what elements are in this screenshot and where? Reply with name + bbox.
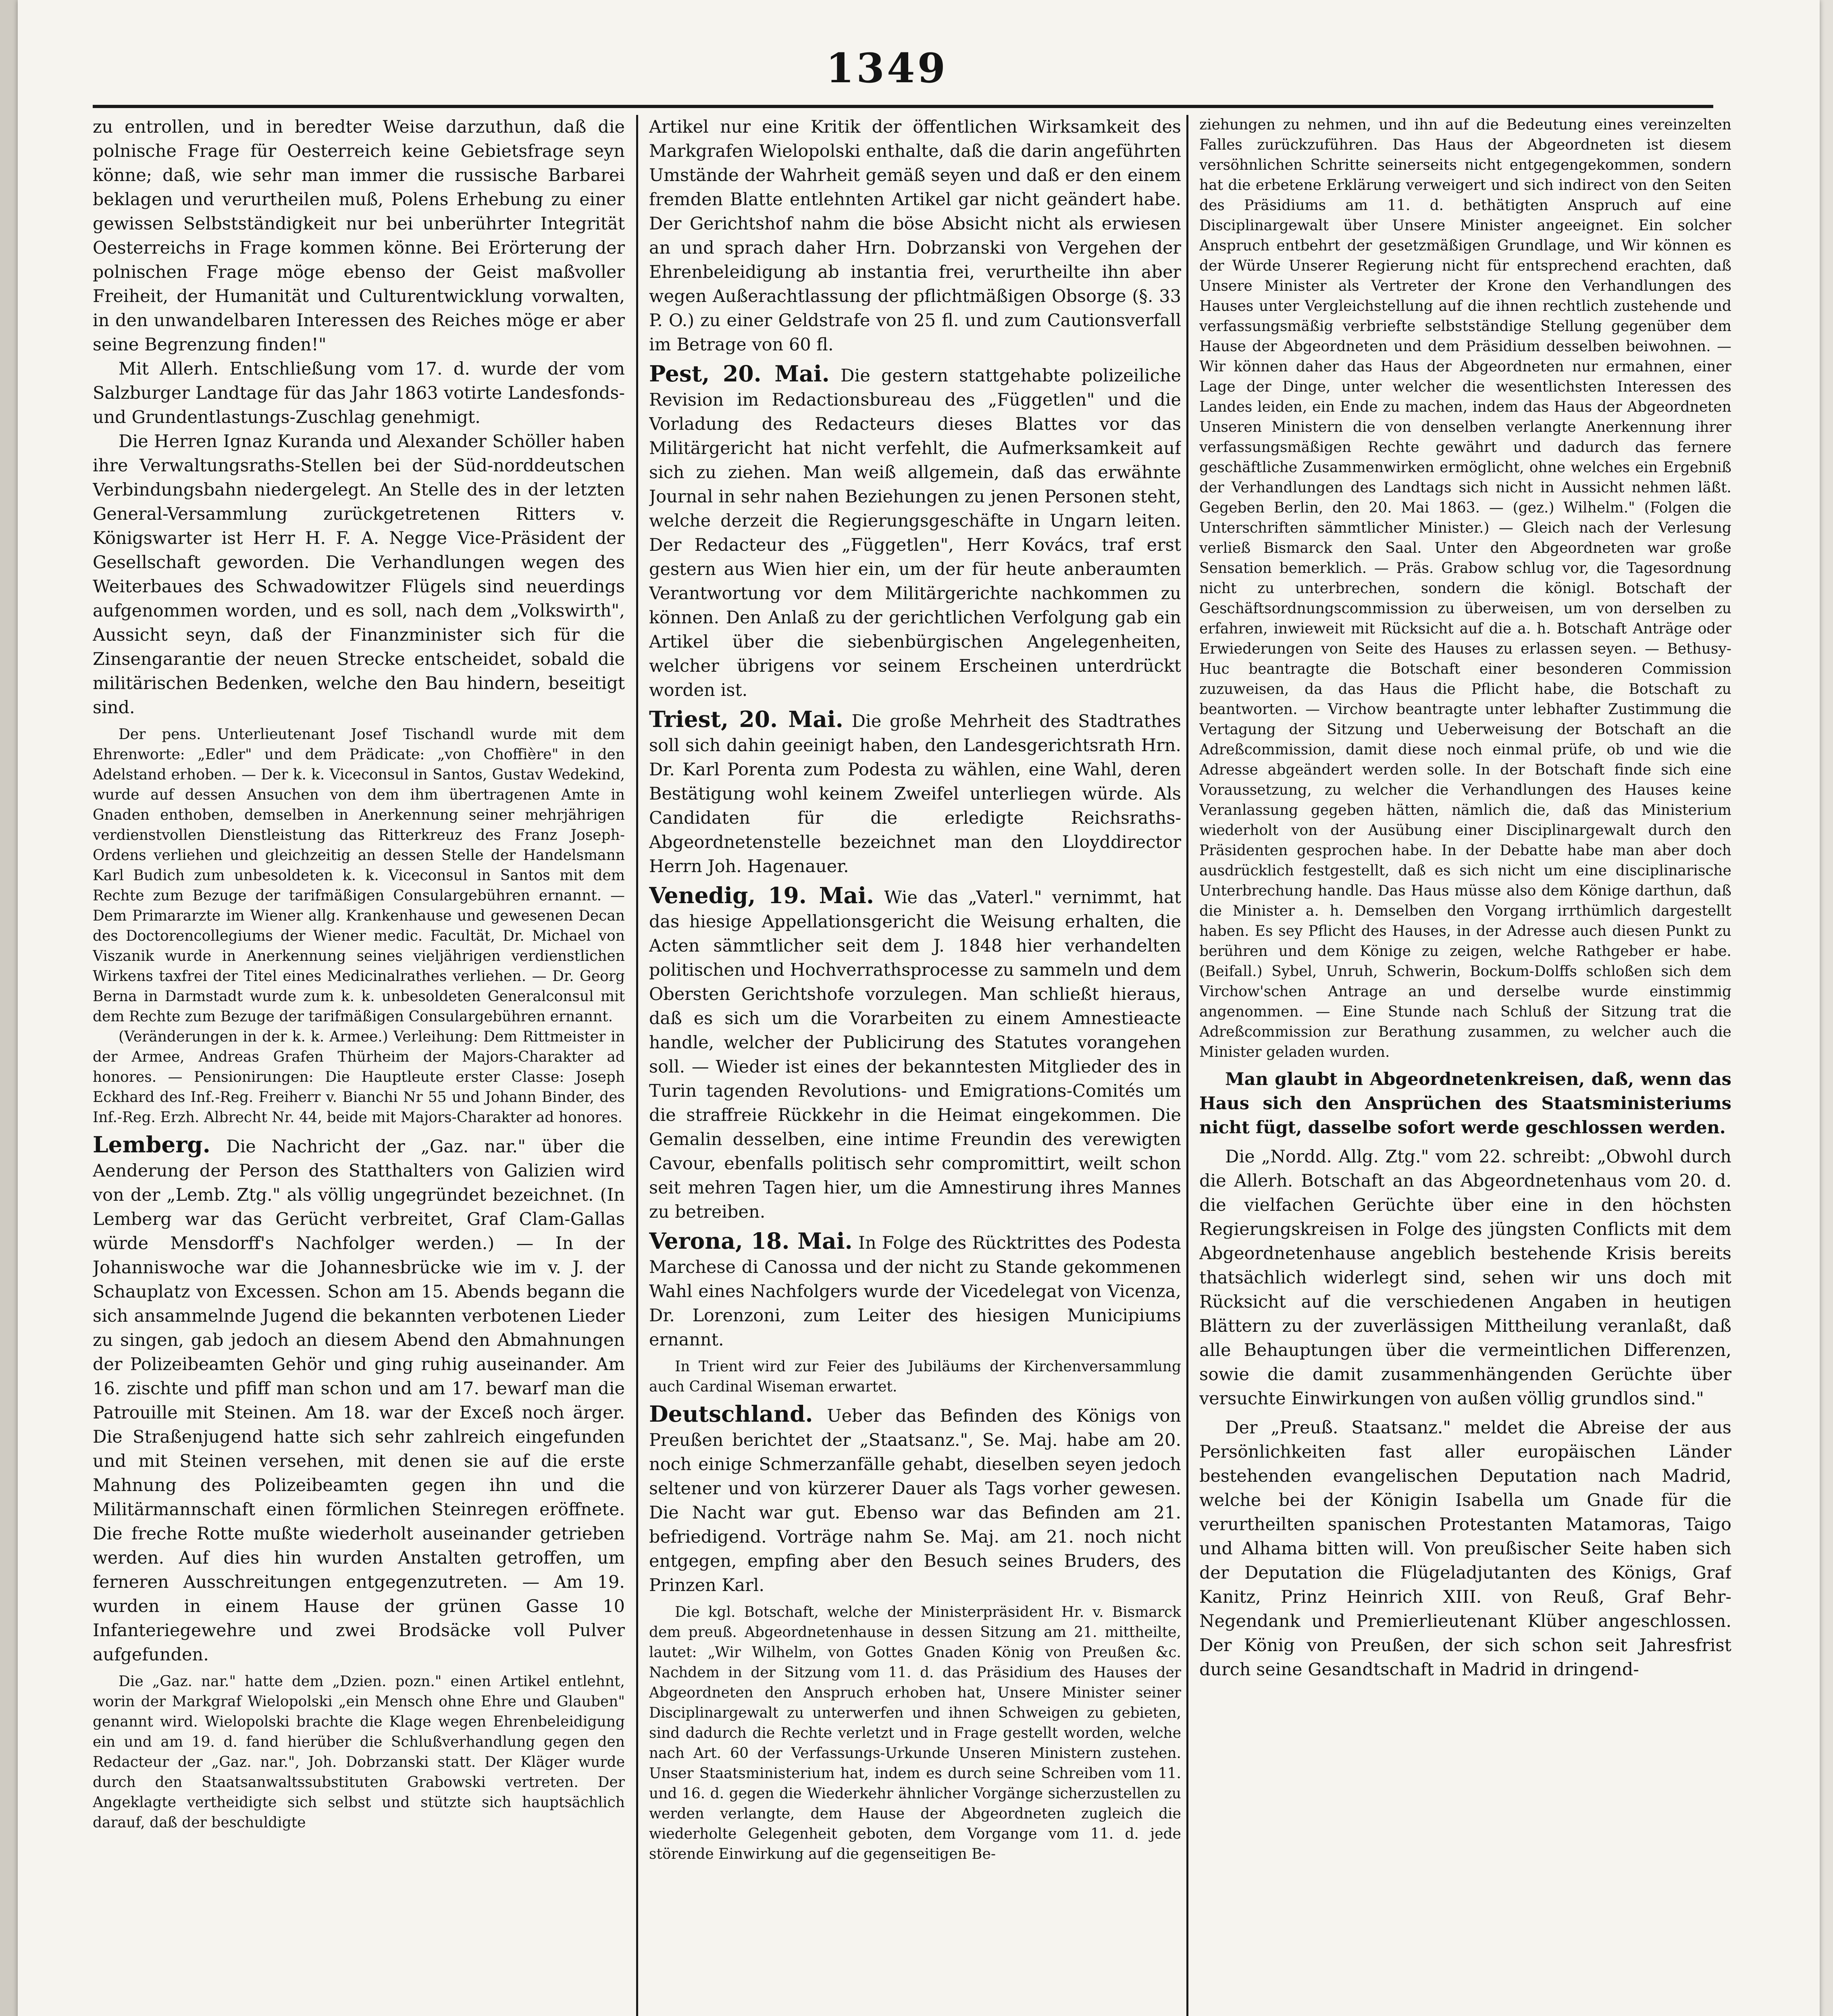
page-edge xyxy=(0,0,18,2016)
article-text: Der „Preuß. Staatsanz." meldet die Abreise der aus Persönlichkeiten fast aller europäischen Länder bestehenden evangelischen Deputation nach Madrid, welche bei der Königin Isabella um Gnade für die verurtheilten spanischen Protestanten Matamoras, Taigo und Alhama bitten will. Von preußischer Seite haben sich der Deputation die Flügeladjutanten des Königs, Graf Kanitz, Prinz Heinrich XIII. von Reuß, Graf Behr-Negendank und Premierlieutenant Klüber angeschlossen. Der König von Preußen, der sich schon seit Jahresfrist durch seine Gesandtschaft in Madrid in dringend- xyxy=(1199,1418,1731,1680)
section-deutschland: Deutschland. xyxy=(649,1401,813,1427)
article-text: Die gestern stattgehabte polizeiliche Revision im Redactionsbureau des „Független" und die Vorladung des Redacteurs dieses Blattes vor das Militärgericht hat nicht verfehlt, die Aufmerksamkeit auf sich zu ziehen. Man weiß allgemein, daß das erwähnte Journal in sehr nahen Beziehungen zu jenen Personen steht, welche derzeit die Regierungsgeschäfte in Ungarn leiten. Der Redacteur des „Független", Herr Kovács, traf erst gestern aus Wien hier ein, um der für heute anberaumten Verantwortung vor dem Militärgerichte nachkommen zu können. Den Anlaß zu der gerichtlichen Verfolgung gab ein Artikel über die siebenbürgischen Angelegenheiten, welcher übrigens vor seinem Erscheinen unterdrückt worden ist. xyxy=(649,366,1181,700)
article-text: Wie das „Vaterl." vernimmt, hat das hiesige Appellationsgericht die Weisung erhalten, die Acten sämmtlicher seit dem J. 1848 hier verhandelten politischen und Hochverrathsprocesse zu sammeln und dem Obersten Gerichtshofe vorzulegen. Man schließt hieraus, daß es sich um die Vorarbeiten zu einem Amnestieacte handle, welcher der Publicirung des Statutes vorangehen soll. — Wieder ist eines der bekanntesten Mitglieder des in Turin tagenden Revolutions- und Emigrations-Comités um die straffreie Rückkehr in die Heimat eingekommen. Die Gemalin desselben, eine intime Freundin des verewigten Cavour, ebenfalls politisch sehr compromittirt, weilt schon seit mehren Tagen hier, um die Amnestirung ihres Mannes zu betreiben. xyxy=(649,887,1181,1222)
article-text: ziehungen zu nehmen, und ihn auf die Bedeutung eines vereinzelten Falles zurückzuführen. Das Haus der Abgeordneten ist diesem versöhnlichen Schritte seinerseits nicht entgegengekommen, sondern hat die erbetene Erklärung verweigert und sich indirect von den Seiten des Präsidiums am 11. d. bethätigten Anspruch auf eine Disciplinargewalt über Unsere Minister angeeignet. Ein solcher Anspruch entbehrt der gesetzmäßigen Grundlage, und Wir können es der Würde Unserer Regierung nicht für entsprechend erachten, daß Unsere Minister als Vertreter der Krone den Verhandlungen des Hauses unter Vergleichstellung auf die ihnen rechtlich zustehende und verfassungsmäßig verbriefte selbstständige Stellung gegenüber dem Hause der Abgeordneten und dem Präsidium desselben beiwohnen. — Wir können daher das Haus der Abgeordneten nur ermahnen, einer Lage der Dinge, unter welcher die wesentlichsten Interessen des Landes leiden, ein Ende zu machen, indem das Haus der Abgeordneten Unseren Ministern die von denselben verlangte Anerkennung ihrer verfassungsmäßigen Rechte gewährt und dadurch das fernere geschäftliche Zusammenwirken ermöglicht, ohne welches ein Ergebniß der Verhandlungen des Landtags sich nicht in Aussicht nehmen läßt. Gegeben Berlin, den 20. Mai 1863. — (gez.) Wilhelm." (Folgen die Unterschriften sämmtlicher Minister.) — Gleich nach der Verlesung verließ Bismarck den Saal. Unter den Abgeordneten war große Sensation bemerklich. — Präs. Grabow schlug vor, die Tagesordnung nicht zu unterbrechen, sondern die königl. Botschaft der Geschäftsordnungscommission zu überweisen, um von derselben zu erfahren, inwieweit mit Rücksicht auf die a. h. Botschaft Anträge oder Erwiederungen von Seite des Hauses zu erlassen seyen. — Bethusy-Huc beantragte die Botschaft einer besonderen Commission zuzuweisen, da das Haus die Pflicht habe, die Botschaft zu beantworten. — Virchow beantragte unter lebhafter Zustimmung die Vertagung der Sitzung und Ueberweisung der Botschaft an die Adreßcommission, damit diese noch einmal prüfe, ob und wie die Adresse abgeändert werden solle. In der Botschaft finde sich eine Voraussetzung, zu welcher die Verhandlungen des Hauses keine Veranlassung gegeben hätten, nämlich die, daß das Ministerium wiederholt von der Ausübung einer Disciplinargewalt durch den Präsidenten gesprochen habe. In der Debatte habe man aber doch ausdrücklich festgestellt, daß es sich nicht um eine disciplinarische Unterbrechung handle. Das Haus müsse also dem Könige darthun, daß die Minister a. h. Demselben den Vorgang irrthümlich dargestellt haben. Es sey Pflicht des Hauses, in der Adresse auch diesen Punkt zu berühren und dem Könige zu zeigen, welche Rathgeber er habe. (Beifall.) Sybel, Unruh, Schwerin, Bockum-Dolffs schloßen sich dem Virchow'schen Antrage an und derselbe wurde einstimmig angenommen. — Eine Stunde nach Schluß der Sitzung trat die Adreßcommission zur Berathung zusammen, zu welcher auch die Minister geladen wurden. xyxy=(1199,117,1731,1060)
article-text: zu entrollen, und in beredter Weise darzuthun, daß die polnische Frage für Oesterreich keine Gebietsfrage seyn könne; daß, wie sehr man immer die russische Barbarei beklagen und verurtheilen muß, Polens Erhebung zu einer gewissen Selbstständigkeit nur bei unberührter Integrität Oesterreichs in Frage kommen könne. Bei Erörterung der polnischen Frage möge ebenso der Geist maßvoller Freiheit, der Humanität und Culturentwicklung vorwalten, in den unwandelbaren Interessen des Reiches möge er aber seine Begrenzung finden!" xyxy=(93,117,625,355)
dateline-triest: Triest, 20. Mai. xyxy=(649,706,843,732)
article-text: Mit Allerh. Entschließung vom 17. d. wurde der vom Salzburger Landtage für das Jahr 1863 votirte Landesfonds- und Grundentlastungs-Zuschlag genehmigt. xyxy=(93,359,625,427)
dateline-pest: Pest, 20. Mai. xyxy=(649,360,830,387)
article-text: Man glaubt in Abgeordnetenkreisen, daß, wenn das Haus sich den Ansprüchen des Staatsministeriums nicht fügt, dasselbe sofort werde geschlossen werden. xyxy=(1199,1069,1731,1138)
article-pest xyxy=(649,362,1181,702)
article-text: Die „Nordd. Allg. Ztg." vom 22. schreibt: „Obwohl durch die Allerh. Botschaft an das Abgeordnetenhaus vom 20. d. die vielfachen Gerüchte über eine in den höchsten Regierungskreisen in Folge des jüngsten Conflicts mit dem Abgeordnetenhause angeblich bestehende Krisis bereits thatsächlich widerlegt sind, sehen wir uns doch mit Rücksicht auf die verschiedenen Angaben in heutigen Blättern zu der zuverlässigen Mittheilung veranlaßt, daß alle Behauptungen über die vermeintlichen Differenzen, sowie die damit zusammenhängenden Gerüchte über versuchte Einwirkungen von außen völlig grundlos sind." xyxy=(1199,1147,1731,1409)
dateline-verona: Verona, 18. Mai. xyxy=(649,1228,853,1254)
dateline-venedig: Venedig, 19. Mai. xyxy=(649,882,874,908)
article-text: Die große Mehrheit des Stadtrathes soll sich dahin geeinigt haben, den Landesgerichtsrath Hrn. Dr. Karl Porenta zum Podesta zu wählen, eine Wahl, deren Bestätigung wohl keinem Zweifel unterliegen würde. Als Candidaten für die erledigte Reichsraths-Abgeordnetenstelle bezeichnet man den Lloyddirector Herrn Joh. Hagenauer. xyxy=(649,711,1181,877)
column-rule-1 xyxy=(636,115,638,2016)
column-2 xyxy=(649,115,1181,2016)
dateline-lemberg: Lemberg. xyxy=(93,1131,210,1158)
page-number: 1349 xyxy=(826,44,948,92)
article-text: In Trient wird zur Feier des Jubiläums der Kirchenversammlung auch Cardinal Wiseman erwartet. xyxy=(649,1358,1181,1395)
article-triest xyxy=(649,707,1181,879)
article-lemberg xyxy=(93,1133,625,1667)
article-text: (Veränderungen in der k. k. Armee.) Verleihung: Dem Rittmeister in der Armee, Andreas Grafen Thürheim der Majors-Charakter ad honores. — Pensionirungen: Die Hauptleute erster Classe: Joseph Eckhard des Inf.-Reg. Freiherr v. Bianchi Nr 55 und Johann Binder, des Inf.-Reg. Erzh. Albrecht Nr. 44, beide mit Majors-Charakter ad honores. xyxy=(93,1029,625,1126)
article-text: Ueber das Befinden des Königs von Preußen berichtet der „Staatsanz.", Se. Maj. habe am 20. noch einige Schmerzanfälle gehabt, dieselben seyen jedoch seltener und von kürzerer Dauer als Tags vorher gewesen. Die Nacht war gut. Ebenso war das Befinden am 21. befriedigend. Vorträge nahm Se. Maj. am 21. noch nicht entgegen, empfing aber den Besuch seines Bruders, des Prinzen Karl. xyxy=(649,1406,1181,1595)
article-text: Die Nachricht der „Gaz. nar." über die Aenderung der Person des Statthalters von Galizien wird von der „Lemb. Ztg." als völlig ungegründet bezeichnet. (In Lemberg war das Gerücht verbreitet, Graf Clam-Gallas würde Mensdorff's Nachfolger werden.) — In der Johanniswoche war die Johannesbrücke wie im v. J. der Schauplatz von Excessen. Schon am 15. Abends begann die sich ansammelnde Jugend die bekannten verbotenen Lieder zu singen, gab jedoch an diesem Abend den Abmahnungen der Polizeibeamten Gehör und ging ruhig auseinander. Am 16. zischte und pfiff man schon und am 17. bewarf man die Patrouille mit Steinen. Am 18. war der Exceß noch ärger. Die Straßenjugend hatte sich sehr zahlreich eingefunden und mit Steinen versehen, mit denen sie auf die erste Mahnung des Polizeibeamten gegen ihn und die Militärmannschaft einen förmlichen Steinregen eröffnete. Die freche Rotte mußte wiederholt auseinander getrieben werden. Auf dies hin wurden Anstalten getroffen, um ferneren Ausschreitungen entgegenzutreten. — Am 19. wurden in einem Hause der grünen Gasse 10 Infanteriegewehre und zwei Brodsäcke voll Pulver aufgefunden. xyxy=(93,1137,625,1665)
article-text: Artikel nur eine Kritik der öffentlichen Wirksamkeit des Markgrafen Wielopolski enthalte, daß die darin angeführten Umstände der Wahrheit gemäß seyen und daß er den einem fremden Blatte entlehnten Artikel gar nicht geändert habe. Der Gerichtshof nahm die böse Absicht nicht als erwiesen an und sprach daher Hrn. Dobrzanski von Vergehen der Ehrenbeleidigung ab instantia frei, verurtheilte ihn aber wegen Außerachtlassung der pflichtmäßigen Obsorge (§. 33 P. O.) zu einer Geldstrafe von 25 fl. und zum Cautionsverfall im Betrage von 60 fl. xyxy=(649,117,1181,355)
article-deutschland xyxy=(649,1402,1181,1597)
article-verona xyxy=(649,1229,1181,1352)
header-rule xyxy=(93,105,1713,108)
column-1 xyxy=(93,115,625,2016)
column-rule-2 xyxy=(1186,115,1188,2016)
article-text: Die Herren Ignaz Kuranda und Alexander Schöller haben ihre Verwaltungsraths-Stellen bei der Süd-norddeutschen Verbindungsbahn niedergelegt. An Stelle des in der letzten General-Versammlung zurückgetretenen Ritters v. Königswarter ist Herr H. F. A. Negge Vice-Präsident der Gesellschaft geworden. Die Verhandlungen wegen des Weiterbaues des Schwadowitzer Flügels sind neuerdings aufgenommen worden, und es soll, nach dem „Volkswirth", Aussicht seyn, daß der Finanzminister sich für die Zinsengarantie der neuen Strecke entscheidet, sobald die militärischen Bedenken, welche den Bau hindern, beseitigt sind. xyxy=(93,431,625,718)
column-3 xyxy=(1199,115,1731,2016)
article-venedig xyxy=(649,883,1181,1224)
article-text: Der pens. Unterlieutenant Josef Tischandl wurde mit dem Ehrenworte: „Edler" und dem Prädicate: „von Choffière" in den Adelstand erhoben. — Der k. k. Viceconsul in Santos, Gustav Wedekind, wurde auf dessen Ansuchen von dem ihm übertragenen Amte in Gnaden enthoben, demselben in Anerkennung seiner mehrjährigen verdienstvollen Dienstleistung das Ritterkreuz des Franz Joseph-Ordens verliehen und gleichzeitig an dessen Stelle der Handelsmann Karl Budich zum unbesoldeten k. k. Viceconsul in Santos mit dem Rechte zum Bezuge der tarifmäßigen Consulargebühren ernannt. — Dem Primararzte im Wiener allg. Krankenhause und gewesenen Decan des Doctorencollegiums der Wiener medic. Facultät, Dr. Michael von Viszanik wurde in Anerkennung seines vieljährigen verdienstlichen Wirkens taxfrei der Titel eines Medicinalrathes verliehen. — Dr. Georg Berna in Darmstadt wurde zum k. k. unbesoldeten Generalconsul mit dem Rechte zum Bezuge der tarifmäßigen Consulargebühren ernannt. xyxy=(93,726,625,1025)
article-text: Die „Gaz. nar." hatte dem „Dzien. pozn." einen Artikel entlehnt, worin der Markgraf Wielopolski „ein Mensch ohne Ehre und Glauben" genannt wird. Wielopolski brachte die Klage wegen Ehrenbeleidigung ein und am 19. d. fand hierüber die Schlußverhandlung gegen den Redacteur der „Gaz. nar.", Joh. Dobrzanski statt. Der Kläger wurde durch den Staatsanwaltssubstituten Grabowski vertreten. Der Angeklagte vertheidigte sich selbst und stützte sich hauptsächlich darauf, daß der beschuldigte xyxy=(93,1673,625,1831)
article-text: In Folge des Rücktrittes des Podesta Marchese di Canossa und der nicht zu Stande gekommenen Wahl eines Nachfolgers wurde der Vicedelegat von Vicenza, Dr. Lorenzoni, zum Leiter des hiesigen Municipiums ernannt. xyxy=(649,1233,1181,1350)
article-text: Die kgl. Botschaft, welche der Ministerpräsident Hr. v. Bismarck dem preuß. Abgeordnetenhause in dessen Sitzung am 21. mittheilte, lautet: „Wir Wilhelm, von Gottes Gnaden König von Preußen &c. Nachdem in der Sitzung vom 11. d. das Präsidium des Hauses der Abgeordneten den Anspruch erhoben hat, Unsere Minister seiner Disciplinargewalt zu unterwerfen und ihnen Schweigen zu gebieten, sind dadurch die Rechte verletzt und in Frage gestellt worden, welche nach Art. 60 der Verfassungs-Urkunde Unseren Ministern zustehen. Unser Staatsministerium hat, indem es durch seine Schreiben vom 11. und 16. d. gegen die Wiederkehr ähnlicher Vorgänge sicherzustellen zu werden verlangte, dem Hause der Abgeordneten zugleich die wiederholte Gelegenheit geboten, dem Vorgange vom 11. d. jede störende Einwirkung auf die gegenseitigen Be- xyxy=(649,1604,1181,1862)
